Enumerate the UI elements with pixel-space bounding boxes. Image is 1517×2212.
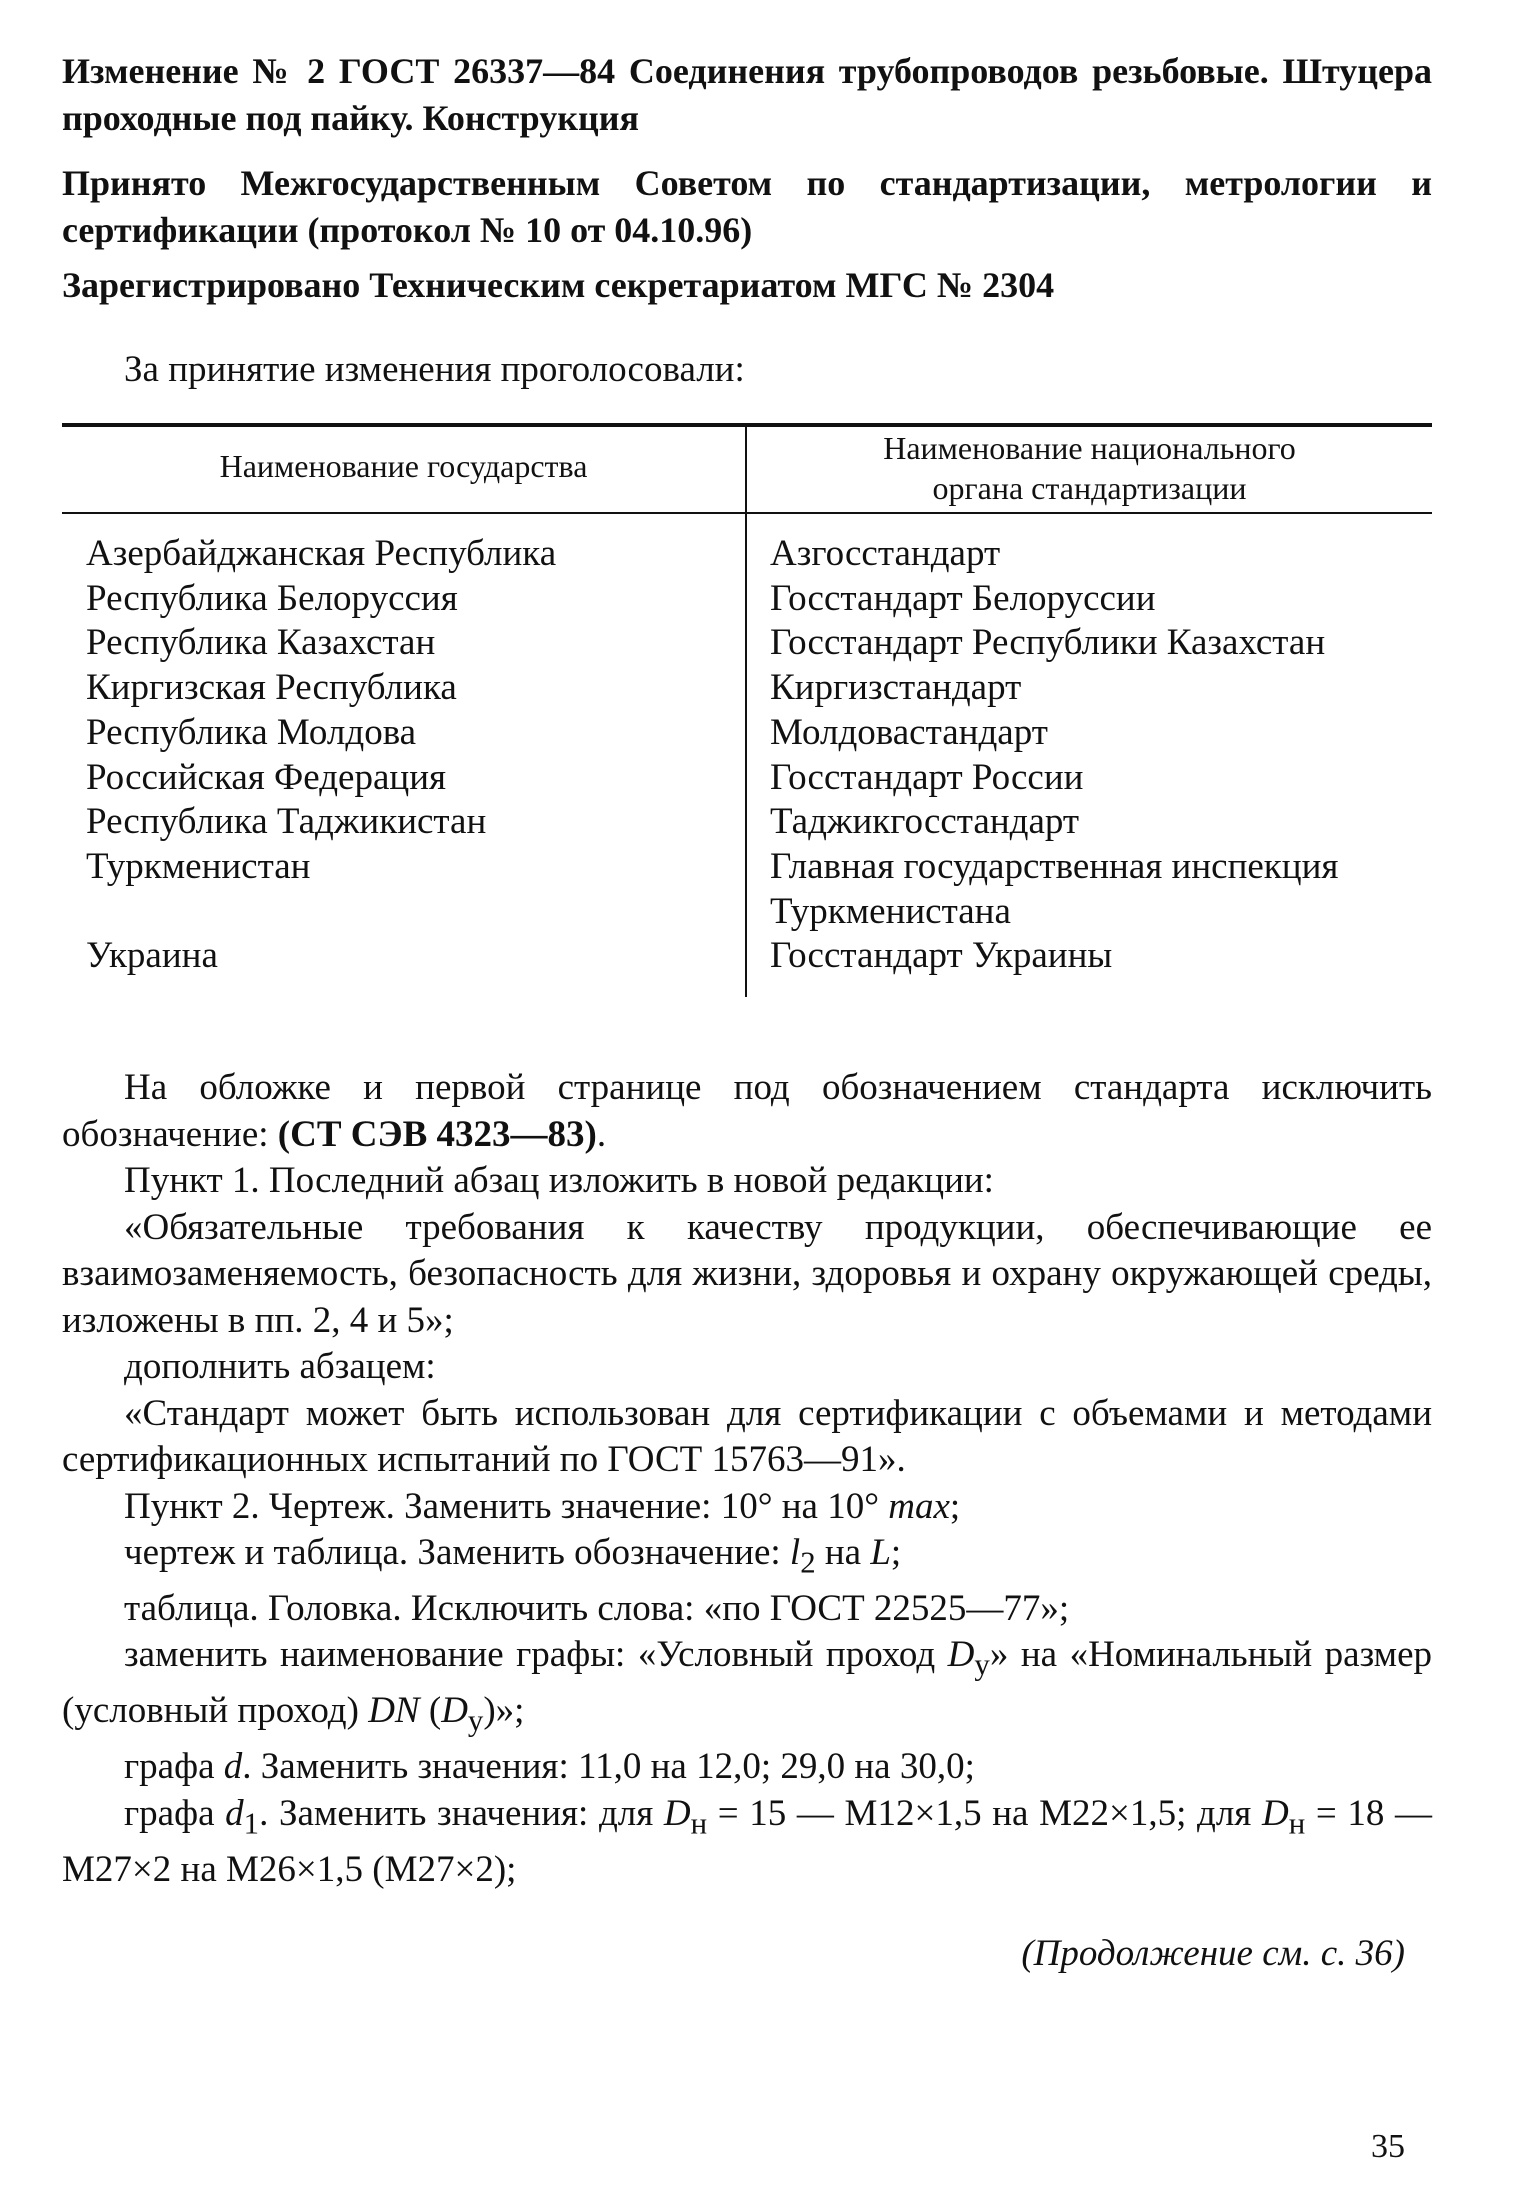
- text-run: max: [888, 1485, 950, 1527]
- state-list: [86, 532, 736, 979]
- state-item: Туркменистан: [86, 845, 311, 887]
- body-item: Госстандарт России: [770, 756, 1084, 798]
- paragraph-cover: [62, 1065, 1432, 1158]
- body-item: Госстандарт Республики Казахстан: [770, 622, 1326, 664]
- text-run: Пункт 2. Чертеж. Заменить значение: 10° на 10°: [124, 1485, 889, 1527]
- text-run: графа: [124, 1792, 226, 1834]
- symbol: L: [870, 1532, 891, 1573]
- paragraph-table-head: таблица. Головка. Исключить слова: «по ГОСТ 22525—77»;: [124, 1587, 1070, 1629]
- body-item: Азгосстандарт: [770, 533, 1001, 574]
- page-number: 35: [1371, 2128, 1405, 2165]
- state-item-spacer: [86, 890, 736, 935]
- paragraph-drawing-table: [62, 1530, 1432, 1586]
- text-run: чертеж и таблица. Заменить обозначение:: [124, 1532, 790, 1573]
- subscript: 2: [800, 1545, 816, 1580]
- body-column-header-line1: Наименование национального: [883, 430, 1296, 466]
- symbol: D: [1261, 1792, 1289, 1834]
- subscript: н: [690, 1806, 708, 1841]
- body-item: Туркменистана: [770, 890, 1011, 932]
- amendment-body: [62, 1065, 1432, 1893]
- state-column-header: Наименование государства: [219, 448, 588, 484]
- state-item: Республика Таджикистан: [86, 801, 487, 843]
- state-item: Российская Федерация: [86, 756, 447, 798]
- voting-intro: За принятие изменения проголосовали:: [124, 349, 745, 390]
- body-item: Таджикгосстандарт: [770, 801, 1080, 843]
- text-run: . Заменить значения: для: [259, 1792, 664, 1834]
- continuation-note: (Продолжение см. с. 36): [1021, 1933, 1405, 1974]
- registration-statement: Зарегистрировано Техническим секретариатом МГС № 2304: [62, 265, 1055, 305]
- body-column-header-line2: органа стандартизации: [932, 470, 1247, 506]
- excluded-designation: (СТ СЭВ 4323—83): [277, 1113, 597, 1155]
- paragraph-column-d: [62, 1744, 1432, 1791]
- symbol: D: [441, 1690, 468, 1732]
- text-run: )»;: [483, 1690, 525, 1732]
- text-run: ;: [949, 1485, 961, 1527]
- paragraph-requirements: «Обязательные требования к качеству продукции, обеспечивающие ее взаимозаменяемость, безопасность для жизни, здоровья и охрану окружающей среды, изложены в пп. 2, 4 и 5»;: [62, 1206, 1432, 1341]
- text-run: (: [419, 1690, 442, 1732]
- state-item: Республика Молдова: [86, 711, 417, 753]
- state-item: Украина: [86, 935, 218, 977]
- subscript: y: [467, 1703, 484, 1738]
- body-item: Молдовастандарт: [770, 711, 1048, 753]
- paragraph-column-rename: [62, 1632, 1432, 1744]
- body-item: Киргизстандарт: [770, 667, 1022, 709]
- paragraph-item2: [62, 1484, 1432, 1531]
- state-item: Киргизская Республика: [86, 667, 457, 709]
- text-run: графа: [124, 1746, 224, 1788]
- text-run: = 18 — М27×2 на М26×1,5 (М27×2);: [62, 1792, 1432, 1890]
- table-header-rule: [62, 512, 1432, 514]
- body-item: Госстандарт Белоруссии: [770, 577, 1156, 619]
- symbol: D: [947, 1634, 975, 1676]
- standards-body-list: [770, 532, 1430, 979]
- text-run: заменить наименование графы: «Условный проход: [124, 1634, 948, 1676]
- state-item: Республика Казахстан: [86, 622, 436, 664]
- symbol: DN: [368, 1690, 420, 1732]
- paragraph-item1: Пункт 1. Последний абзац изложить в новой редакции:: [124, 1160, 994, 1201]
- text-run: ;: [890, 1532, 902, 1573]
- adoption-statement: Принято Межгосударственным Советом по стандартизации, метрологии и сертификации (протокол № 10 от 04.10.96): [62, 163, 1432, 250]
- text-run: На обложке и первой странице под обозначением стандарта исключить обозначение:: [62, 1067, 1432, 1155]
- amendment-title: Изменение № 2 ГОСТ 26337—84 Соединения трубопроводов резьбовые. Штуцера проходные под пайку. Конструкция: [62, 51, 1432, 138]
- text-run: . Заменить значения: 11,0 на 12,0; 29,0 на 30,0;: [242, 1746, 975, 1788]
- state-item: Азербайджанская Республика: [86, 533, 557, 574]
- symbol: d: [225, 1792, 244, 1834]
- symbol: d: [223, 1746, 243, 1788]
- body-item: Главная государственная инспекция: [770, 845, 1339, 887]
- text-run: = 15 — М12×1,5 на М22×1,5; для: [707, 1792, 1262, 1834]
- symbol: D: [663, 1792, 691, 1834]
- table-top-rule: [62, 423, 1432, 427]
- text-run: на: [815, 1532, 871, 1573]
- subscript: y: [974, 1647, 990, 1682]
- symbol: l: [789, 1532, 801, 1573]
- table-column-divider: [745, 427, 747, 997]
- paragraph-column-d1: [62, 1791, 1432, 1893]
- paragraph-supplement: дополнить абзацем:: [124, 1346, 436, 1387]
- text-run: .: [596, 1113, 607, 1155]
- body-column-header: [747, 428, 1432, 508]
- subscript: 1: [243, 1806, 260, 1841]
- subscript: н: [1288, 1806, 1306, 1841]
- body-item: Госстандарт Украины: [770, 935, 1113, 977]
- text-run: » на «Номинальный размер (условный проход): [62, 1634, 1433, 1732]
- paragraph-certification: «Стандарт может быть использован для сертификации с объемами и методами сертификационных испытаний по ГОСТ 15763—91».: [62, 1392, 1432, 1480]
- state-item: Республика Белоруссия: [86, 577, 458, 619]
